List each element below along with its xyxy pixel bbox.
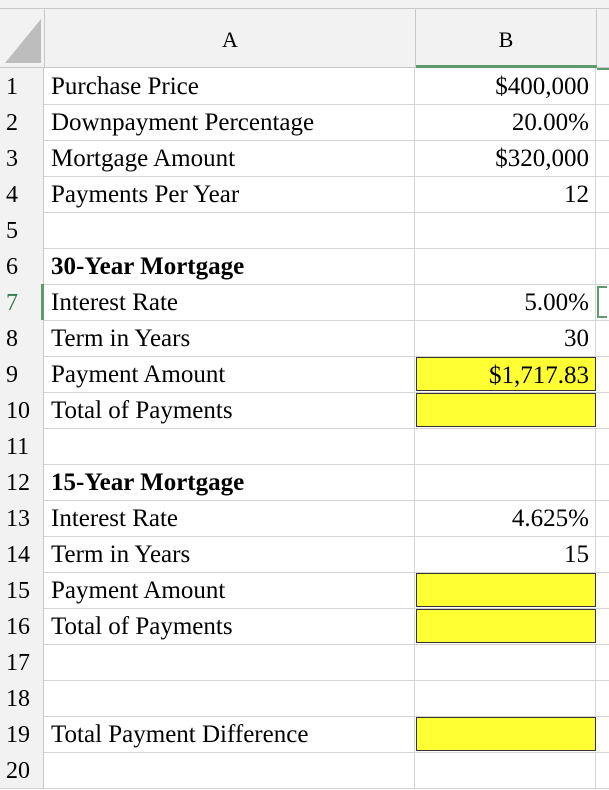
row-header[interactable]: 2 [0,104,44,140]
row-header[interactable]: 13 [0,500,44,536]
sheet-row [0,68,609,105]
cell-b5[interactable] [416,212,596,248]
row-header[interactable]: 3 [0,140,44,176]
sheet-row [0,248,609,285]
cell-b7[interactable]: 5.00% [416,284,596,320]
sheet-row [0,176,609,213]
sheet-row [0,608,609,645]
active-cell-selection [597,286,607,318]
cell-b16-highlighted[interactable] [416,609,596,643]
cell-b15-highlighted[interactable] [416,573,596,607]
sheet-row [0,212,609,249]
column-header-a[interactable]: A [45,9,416,67]
cell-b20[interactable] [416,752,596,788]
cell-a1[interactable]: Purchase Price [45,68,415,104]
cell-a5[interactable] [45,212,415,248]
cell-b2[interactable]: 20.00% [416,104,596,140]
row-header[interactable]: 9 [0,356,44,392]
sheet-row [0,572,609,609]
sheet-row [0,104,609,141]
sheet-row [0,140,609,177]
cell-a6[interactable]: 30-Year Mortgage [45,248,415,284]
cell-b6[interactable] [416,248,596,284]
row-header[interactable]: 14 [0,536,44,572]
row-header[interactable]: 19 [0,716,44,752]
sheet-row [0,752,609,789]
cell-a7[interactable]: Interest Rate [45,284,415,320]
row-header[interactable]: 4 [0,176,44,212]
sheet-row [0,716,609,753]
row-header[interactable]: 15 [0,572,44,608]
row-header[interactable]: 8 [0,320,44,356]
sheet-row [0,464,609,501]
cell-b9-highlighted[interactable]: $1,717.83 [416,357,596,391]
sheet-row [0,644,609,681]
cell-b4[interactable]: 12 [416,176,596,212]
row-header[interactable]: 5 [0,212,44,248]
select-all-corner[interactable] [0,9,45,67]
cell-b19-highlighted[interactable] [416,717,596,751]
cell-b8[interactable]: 30 [416,320,596,356]
row-header[interactable]: 17 [0,644,44,680]
selection-edge-mark [597,68,609,70]
row-header[interactable]: 1 [0,68,44,104]
cell-a12[interactable]: 15-Year Mortgage [45,464,415,500]
cell-a10[interactable]: Total of Payments [45,392,415,428]
column-header-row [0,9,609,68]
cell-b10-highlighted[interactable] [416,393,596,427]
sheet-row [0,284,609,321]
cell-a20[interactable] [45,752,415,788]
cell-b11[interactable] [416,428,596,464]
sheet-top-edge [0,0,609,9]
cell-a11[interactable] [45,428,415,464]
select-all-triangle-icon [5,19,41,63]
cell-a17[interactable] [45,644,415,680]
cell-a15[interactable]: Payment Amount [45,572,415,608]
cell-a8[interactable]: Term in Years [45,320,415,356]
row-header[interactable]: 6 [0,248,44,284]
sheet-row [0,392,609,429]
cell-b18[interactable] [416,680,596,716]
row-header[interactable]: 16 [0,608,44,644]
cell-a14[interactable]: Term in Years [45,536,415,572]
cell-a16[interactable]: Total of Payments [45,608,415,644]
column-header-b[interactable]: B [416,9,597,67]
sheet-row [0,320,609,357]
cell-b12[interactable] [416,464,596,500]
cell-a4[interactable]: Payments Per Year [45,176,415,212]
sheet-row [0,428,609,465]
row-header[interactable]: 18 [0,680,44,716]
cell-a19[interactable]: Total Payment Difference [45,716,415,752]
row-header-selected[interactable]: 7 [0,284,44,320]
cell-a3[interactable]: Mortgage Amount [45,140,415,176]
cell-b14[interactable]: 15 [416,536,596,572]
sheet-row [0,500,609,537]
cell-a9[interactable]: Payment Amount [45,356,415,392]
cell-b3[interactable]: $320,000 [416,140,596,176]
row-header[interactable]: 11 [0,428,44,464]
cell-b1[interactable]: $400,000 [416,68,596,104]
sheet-row [0,536,609,573]
cell-b13[interactable]: 4.625% [416,500,596,536]
cell-a13[interactable]: Interest Rate [45,500,415,536]
row-header[interactable]: 12 [0,464,44,500]
row-header[interactable]: 20 [0,752,44,788]
cell-a2[interactable]: Downpayment Percentage [45,104,415,140]
sheet-row [0,680,609,717]
row-header[interactable]: 10 [0,392,44,428]
cell-b17[interactable] [416,644,596,680]
cell-a18[interactable] [45,680,415,716]
sheet-row [0,356,609,393]
